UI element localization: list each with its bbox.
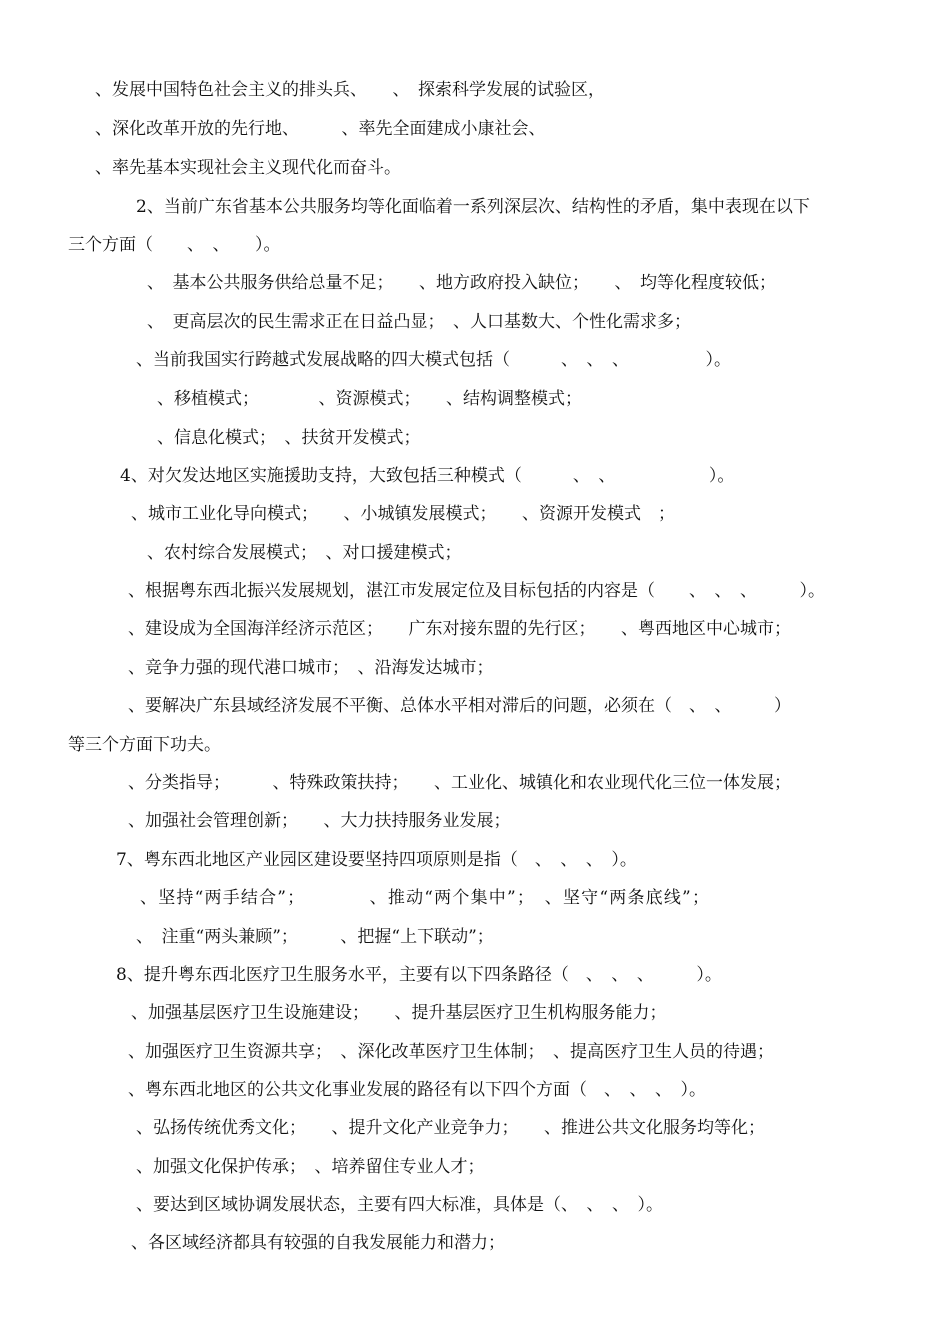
text-line: 8、提升粤东西北医疗卫生服务水平，主要有以下四条路径（ 、 、 、 ）。 [116, 965, 722, 985]
text-line: 2、当前广东省基本公共服务均等化面临着一系列深层次、结构性的矛盾，集中表现在以下 [136, 197, 810, 217]
text-line: 、建设成为全国海洋经济示范区； 广东对接东盟的先行区； 、粤西地区中心城市； [128, 619, 791, 639]
text-line: 、 更高层次的民生需求正在日益凸显； 、人口基数大、个性化需求多； [147, 312, 691, 332]
text-line: 三个方面（ 、 、 ）。 [68, 235, 281, 255]
text-line: 、弘扬传统优秀文化； 、提升文化产业竞争力； 、推进公共文化服务均等化； [136, 1118, 765, 1138]
text-line: 、率先基本实现社会主义现代化而奋斗。 [95, 158, 401, 178]
text-line: 7、粤东西北地区产业园区建设要坚持四项原则是指（ 、 、 、 ）。 [116, 850, 637, 870]
text-line: 、加强文化保护传承； 、培养留住专业人才； [136, 1157, 485, 1177]
text-line: 、 注重“两头兼顾”； 、把握“上下联动”； [136, 927, 494, 947]
text-line: 、坚持“两手结合”； 、推动“两个集中”； 、坚守“两条底线”； [140, 888, 711, 908]
text-line: 、各区域经济都具有较强的自我发展能力和潜力； [131, 1233, 505, 1253]
text-line: 、要解决广东县域经济发展不平衡、总体水平相对滞后的问题，必须在（ 、 、 ） [128, 696, 791, 716]
text-line: 、农村综合发展模式； 、对口援建模式； [147, 543, 462, 563]
text-line: 、移植模式； 、资源模式； 、结构调整模式； [157, 389, 582, 409]
text-line: 、分类指导； 、特殊政策扶持； 、工业化、城镇化和农业现代化三位一体发展； [128, 773, 791, 793]
text-line: 、要达到区域协调发展状态，主要有四大标准，具体是（、 、 、 ）。 [136, 1195, 663, 1215]
text-line: 、 基本公共服务供给总量不足； 、地方政府投入缺位； 、 均等化程度较低； [147, 273, 776, 293]
text-line: 、加强基层医疗卫生设施建设； 、提升基层医疗卫生机构服务能力； [131, 1003, 667, 1023]
text-line: 、加强社会管理创新； 、大力扶持服务业发展； [128, 811, 511, 831]
text-line: 4、对欠发达地区实施援助支持，大致包括三种模式（ 、 、 ）。 [120, 466, 735, 486]
text-line: 、根据粤东西北振兴发展规划，湛江市发展定位及目标包括的内容是（ 、 、 、 ）。 [128, 581, 825, 601]
text-line: 等三个方面下功夫。 [68, 735, 221, 755]
text-line: 、深化改革开放的先行地、 、率先全面建成小康社会、 [95, 119, 546, 139]
text-line: 、发展中国特色社会主义的排头兵、 、 探索科学发展的试验区， [95, 80, 605, 100]
text-line: 、竞争力强的现代港口城市； 、沿海发达城市； [128, 658, 494, 678]
text-line: 、粤东西北地区的公共文化事业发展的路径有以下四个方面（ 、 、 、 ）。 [128, 1080, 706, 1100]
text-line: 、当前我国实行跨越式发展战略的四大模式包括（ 、 、 、 ）。 [136, 350, 731, 370]
text-line: 、信息化模式； 、扶贫开发模式； [157, 428, 421, 448]
text-line: 、加强医疗卫生资源共享； 、深化改革医疗卫生体制； 、提高医疗卫生人员的待遇； [128, 1042, 774, 1062]
text-line: 、城市工业化导向模式； 、小城镇发展模式； 、资源开发模式 ； [131, 504, 675, 524]
